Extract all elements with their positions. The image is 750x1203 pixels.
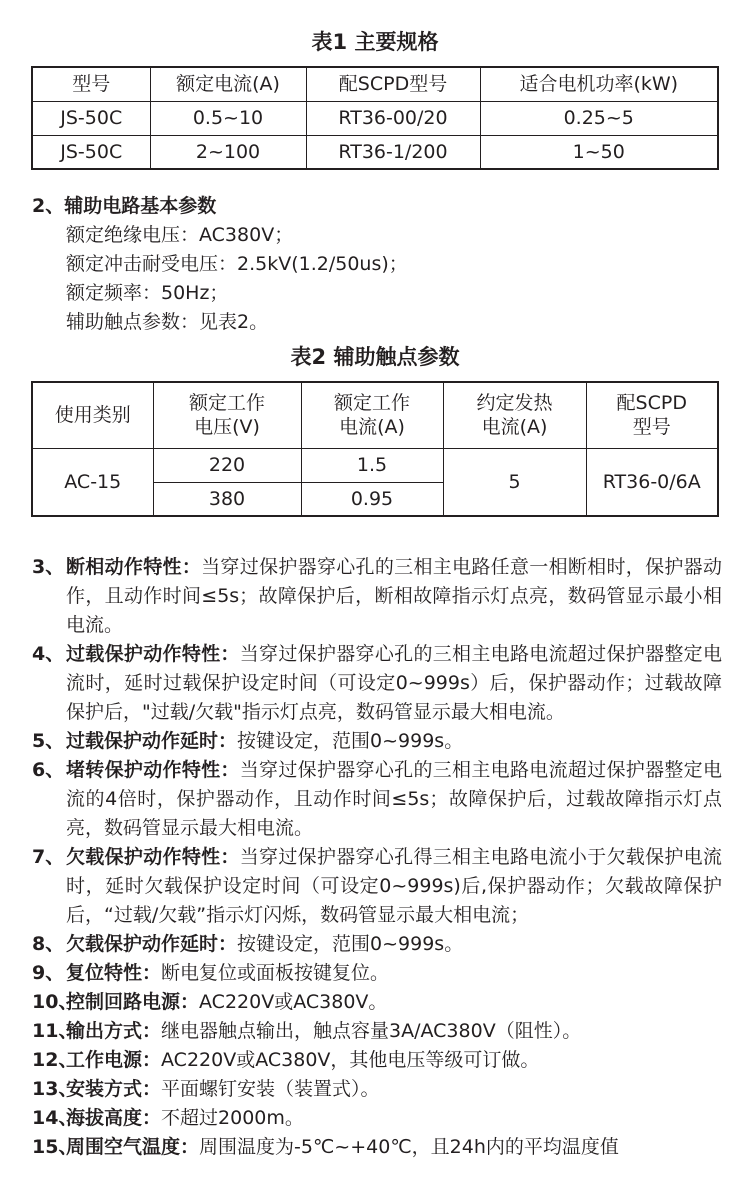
table1-cell: RT36-00/20 [306, 101, 480, 135]
aux-circuit-section [32, 192, 408, 337]
table2-header-category: 使用类别 [32, 382, 153, 448]
table2-title: 表2 辅助触点参数 [290, 345, 460, 369]
table1-header-current: 额定电流(A) [150, 67, 306, 101]
table2-current-cell: 1.5 [301, 448, 443, 482]
table1-header-power: 适合电机功率(kW) [480, 67, 718, 101]
list-item: 5、 过载保护动作延时：按键设定，范围0~999s。 [32, 730, 464, 752]
table2-scpd-cell: RT36-0/6A [586, 448, 718, 516]
list-item: 13、 安装方式：平面螺钉安装（装置式）。 [32, 1078, 380, 1100]
table1-cell: 2~100 [150, 135, 306, 169]
table2-current-cell: 0.95 [301, 482, 443, 516]
list-item: 4、 过载保护动作特性：当穿过保护器穿心孔的三相主电路电流超过保护器整定电流时，延时过载保护设定时间（可设定0~999s）后，保护器动作；过载故障保护后，"过载/欠载"指示灯点亮，数码管显示最大相电流。 [32, 643, 722, 723]
table2-header-row [32, 382, 718, 448]
table2-header-scpd: 配SCPD 型号 [586, 382, 718, 448]
table1-cell: JS-50C [32, 135, 150, 169]
list-item: 6、 堵转保护动作特性：当穿过保护器穿心孔的三相主电路电流超过保护器整定电流的4倍时，保护器动作，且动作时间≤5s；故障保护后，过载故障指示灯点亮，数码管显示最大相电流。 [32, 759, 722, 839]
table2-voltage-cell: 380 [153, 482, 301, 516]
table1-title: 表1 主要规格 [311, 30, 439, 54]
table2-category-cell: AC-15 [32, 448, 153, 516]
aux-contact-table [31, 381, 719, 517]
table2-thermal-cell: 5 [443, 448, 586, 516]
aux-param-line: 额定绝缘电压：AC380V； [66, 224, 294, 246]
table1-cell: RT36-1/200 [306, 135, 480, 169]
list-item: 12、 工作电源：AC220V或AC380V，其他电压等级可订做。 [32, 1049, 540, 1071]
aux-param-line: 额定频率：50Hz； [66, 282, 229, 304]
table2-header-thermal: 约定发热 电流(A) [443, 382, 586, 448]
table-row [32, 135, 718, 169]
main-spec-table [31, 66, 719, 170]
aux-circuit-heading: 2、辅助电路基本参数 [32, 195, 217, 217]
table2-header-voltage: 额定工作 电压(V) [153, 382, 301, 448]
aux-param-line: 辅助触点参数：见表2。 [66, 311, 269, 333]
table1-header-scpd: 配SCPD型号 [306, 67, 480, 101]
table1-header-model: 型号 [32, 67, 150, 101]
list-item: 14、 海拔高度：不超过2000m。 [32, 1107, 304, 1129]
table-row [32, 448, 718, 482]
list-item: 7、 欠载保护动作特性：当穿过保护器穿心孔得三相主电路电流小于欠载保护电流时，延时欠载保护设定时间（可设定0~999s)后,保护器动作；欠载故障保护后，“过载/欠载”指示灯闪烁，数码管显示最大相电流； [32, 846, 722, 926]
list-item: 10、 控制回路电源：AC220V或AC380V。 [32, 991, 388, 1013]
table1-cell: 1~50 [480, 135, 718, 169]
table2-voltage-cell: 220 [153, 448, 301, 482]
list-item: 11、 输出方式：继电器触点输出，触点容量3A/AC380V（阻性）。 [32, 1020, 582, 1042]
aux-param-line: 额定冲击耐受电压：2.5kV(1.2/50us)； [66, 253, 408, 275]
table1-cell: 0.5~10 [150, 101, 306, 135]
table1-cell: 0.25~5 [480, 101, 718, 135]
list-item: 8、 欠载保护动作延时：按键设定，范围0~999s。 [32, 933, 464, 955]
table2-header-current: 额定工作 电流(A) [301, 382, 443, 448]
characteristics-list [32, 553, 722, 1162]
table-row [32, 101, 718, 135]
list-item: 15、 周围空气温度：周围温度为-5℃~+40℃，且24h内的平均温度值 [32, 1136, 619, 1158]
table1-cell: JS-50C [32, 101, 150, 135]
list-item: 3、 断相动作特性：当穿过保护器穿心孔的三相主电路任意一相断相时，保护器动作，且动作时间≤5s；故障保护后，断相故障指示灯点亮，数码管显示最小相电流。 [32, 556, 722, 636]
list-item: 9、 复位特性：断电复位或面板按键复位。 [32, 962, 390, 984]
table1-header-row [32, 67, 718, 101]
